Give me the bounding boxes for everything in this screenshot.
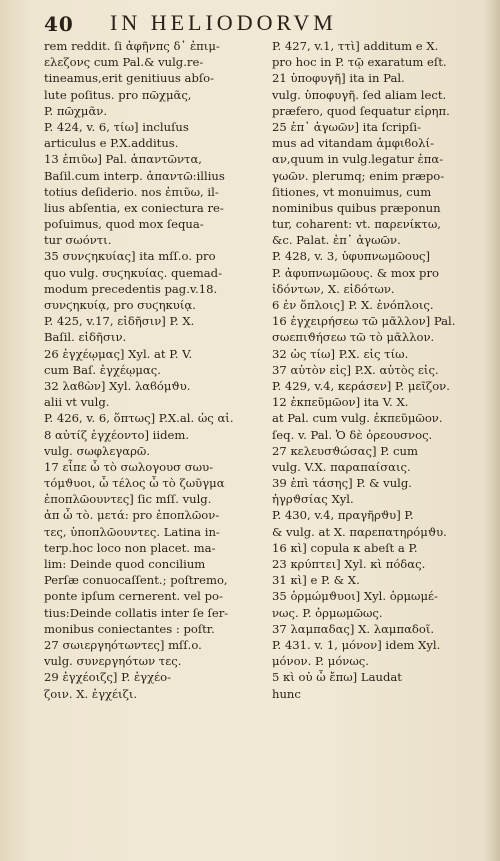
text-line: 25 ἐπ᾽ ἀγωῶν] ita ſcripſi- xyxy=(272,119,422,134)
text-line: τες, ὑποπλῶουντες. Latina in- xyxy=(44,524,220,539)
text-line: 5 κὶ οὐ ὦ ἔπω] Laudat xyxy=(272,670,402,685)
text-line: νως. P. ὁρμωμῶως. xyxy=(272,605,383,620)
page-number: 40 xyxy=(44,12,74,36)
text-line: 17 εἶπε ὦ τὸ σωλογουσ σωυ- xyxy=(44,459,214,474)
text-line: Baſil.cum interp. ἀπαντῶ:illius xyxy=(44,168,225,183)
text-line: rem reddit. ſi ἀφῆνπς δ᾽ ἐπιμ- xyxy=(44,39,220,53)
text-line: lim: Deinde quod concilium xyxy=(44,557,206,571)
text-line: τόμϑυοι, ὦ τέλος ὦ τὸ ζωῦγμα xyxy=(44,476,225,491)
left-column xyxy=(44,38,259,702)
text-line: μόνον. P. μόνως. xyxy=(272,654,369,669)
text-line: 21 ὑποφυγῆ] ita in Pal. xyxy=(272,71,405,86)
right-column xyxy=(272,38,477,702)
text-line: ελεζονς cum Pal.& vulg.re- xyxy=(44,55,204,70)
text-line: tur, coharent: vt. παρενίκτω, xyxy=(272,217,441,232)
text-line: cum Baſ. ἐγχέῳμας. xyxy=(44,362,161,377)
text-line: 13 ἐπιῦω] Pal. ἀπαντῶντα, xyxy=(44,152,202,167)
text-line: ponte ipſum cernerent. vel po- xyxy=(44,589,223,604)
text-line: 35 συνϛηκυίας] ita mſſ.o. pro xyxy=(44,249,216,264)
text-line: 32 λαϐὼν] Xyl. λαϐόμϑυ. xyxy=(44,378,191,393)
text-line: ἐποπλῶουντες] ſic mſſ. vulg. xyxy=(44,492,212,507)
text-line: συνϛηκυίᾳ, pro συϛηκυίᾳ. xyxy=(44,298,196,312)
text-line: 23 κρύπτει] Xyl. κὶ πόδας. xyxy=(272,557,426,571)
text-line: &c. Palat. ἐπ᾽ ἀγωῶν. xyxy=(272,233,401,248)
text-line: 16 ἐγχειρήσεω τῶ μᾶλλον] Pal. xyxy=(272,314,456,329)
text-line: pro hoc in P. τῷ exaratum eſt. xyxy=(272,55,447,70)
text-line: tur σωόντι. xyxy=(44,233,112,248)
text-line: tius:Deinde collatis inter ſe ſer- xyxy=(44,605,229,620)
text-line: ſeq. v. Pal. Ὁ δὲ ὀρεουσνος. xyxy=(272,427,433,442)
text-line: vulg. ὑποφυγῆ. ſed aliam lect. xyxy=(272,87,447,102)
text-line: P. 430, v.4, πραγῆρϑυ] P. xyxy=(272,508,414,523)
page-edge-shadow xyxy=(484,0,500,861)
text-line: 16 κὶ] copula κ abeſt a P. xyxy=(272,540,418,555)
text-line: P. 429, v.4, κεράσεν] P. μεῖζον. xyxy=(272,378,450,393)
text-line: αν,quum in vulg.legatur ἐπα- xyxy=(272,152,444,167)
text-line: at Pal. cum vulg. ἐκπεῦμῶον. xyxy=(272,411,443,426)
text-line: 39 ἐπὶ τάσης] P. & vulg. xyxy=(272,476,412,491)
text-line: monibus coniectantes : poſtr. xyxy=(44,621,215,636)
text-line: σωεπιϑήσεω τῶ τὸ μᾶλλον. xyxy=(272,330,435,345)
text-line: ἠγρϑσίας Xyl. xyxy=(272,492,354,507)
text-line: P. 428, v. 3, ὑφυπνωμῶους] xyxy=(272,249,430,264)
text-line: 37 αὐτὸν εἰς] P.X. αὐτὸς εἰς. xyxy=(272,362,439,377)
text-line: totius deſiderio. nos ἐπιῦω, il- xyxy=(44,184,219,199)
text-line: tineamus,erit genitiuus abſo- xyxy=(44,71,215,86)
text-line: præfero, quod ſequatur εἰρηπ. xyxy=(272,103,450,118)
text-line: P. πῶχμᾶν. xyxy=(44,103,108,118)
text-line: lute poſitus. pro πῶχμᾶς, xyxy=(44,87,192,102)
text-line: 27 σωιεργηότωντες] mſſ.o. xyxy=(44,637,202,652)
running-head: IN HELIODORVM xyxy=(110,10,337,35)
text-line: P. ἀφυπνωμῶους. & mox pro xyxy=(272,265,439,280)
text-line: poſuimus, quod mox ſequa- xyxy=(44,217,204,232)
text-line: Perſæ conuocaſſent.; poſtremo, xyxy=(44,573,228,588)
text-line: hunc xyxy=(272,686,301,701)
text-line: P. 424, v. 6, τίω] incluſus xyxy=(44,119,189,134)
text-line: 12 ἐκπεῦμῶον] ita V. X. xyxy=(272,395,409,410)
text-line: 29 ἐγχέοιζς] P. ἐγχέο- xyxy=(44,670,172,685)
text-line: Baſil. εἰδῆσιν. xyxy=(44,330,127,345)
text-line: lius abſentia, ex coniectura re- xyxy=(44,200,224,215)
text-line: 27 κελευσϑώσας] P. cum xyxy=(272,443,418,458)
text-line: vulg. συνεργηότων τες. xyxy=(44,654,182,669)
text-line: ἰδόντων, X. εἰδότων. xyxy=(272,281,395,296)
page-header xyxy=(0,8,500,38)
text-line: vulg. V.X. παραπαίσαις. xyxy=(272,459,411,474)
text-line: vulg. σωφλεγαρῶ. xyxy=(44,443,151,458)
text-line: P. 427, v.1, ττὶ] additum e X. xyxy=(272,39,439,53)
text-line: 31 κὶ] e P. & X. xyxy=(272,573,360,588)
text-line: articulus e P.X.additus. xyxy=(44,136,179,151)
text-line: γωῶν. plerumq; enim præpo- xyxy=(272,168,445,183)
text-line: alii vt vulg. xyxy=(44,395,110,410)
text-line: & vulg. at X. παρεπατηρόμϑυ. xyxy=(272,524,447,539)
text-line: modum precedentis pag.v.18. xyxy=(44,281,218,296)
text-line: quo vulg. συϛηκυίας. quemad- xyxy=(44,265,222,280)
text-line: 26 ἐγχέῳμας] Xyl. at P. V. xyxy=(44,346,193,361)
text-line: 8 αὐτίζ ἐγχέοντο] iidem. xyxy=(44,427,190,442)
text-line: P. 426, v. 6, ὅπτως] P.X.al. ὡς αἱ. xyxy=(44,411,234,426)
text-line: ἀπ ὦ τὸ. μετά: pro ἐποπλῶον- xyxy=(44,508,220,523)
text-line: 6 ἐν ὅπλοις] P. X. ἐνόπλοις. xyxy=(272,298,434,312)
text-line: 37 λαμπαδας] X. λαμπαδοῖ. xyxy=(272,621,435,636)
text-line: P. 431. v. 1, μόνον] idem Xyl. xyxy=(272,637,441,652)
text-line: 35 ὁρμώμϑυοι] Xyl. ὁρμωμέ- xyxy=(272,589,438,604)
text-line: P. 425, v.17, εἰδῆσιν] P. X. xyxy=(44,314,195,329)
text-line: ſitiones, vt monuimus, cum xyxy=(272,184,432,199)
text-line: nominibus quibus præponun xyxy=(272,200,441,215)
text-line: 32 ὡς τίω] P.X. εἰς τίω. xyxy=(272,346,409,361)
text-line: mus ad vitandam ἀμφιϐολί- xyxy=(272,136,434,151)
text-line: ζοιν. X. ἐγχέιζι. xyxy=(44,686,138,701)
text-line: terp.hoc loco non placet. ma- xyxy=(44,540,216,555)
